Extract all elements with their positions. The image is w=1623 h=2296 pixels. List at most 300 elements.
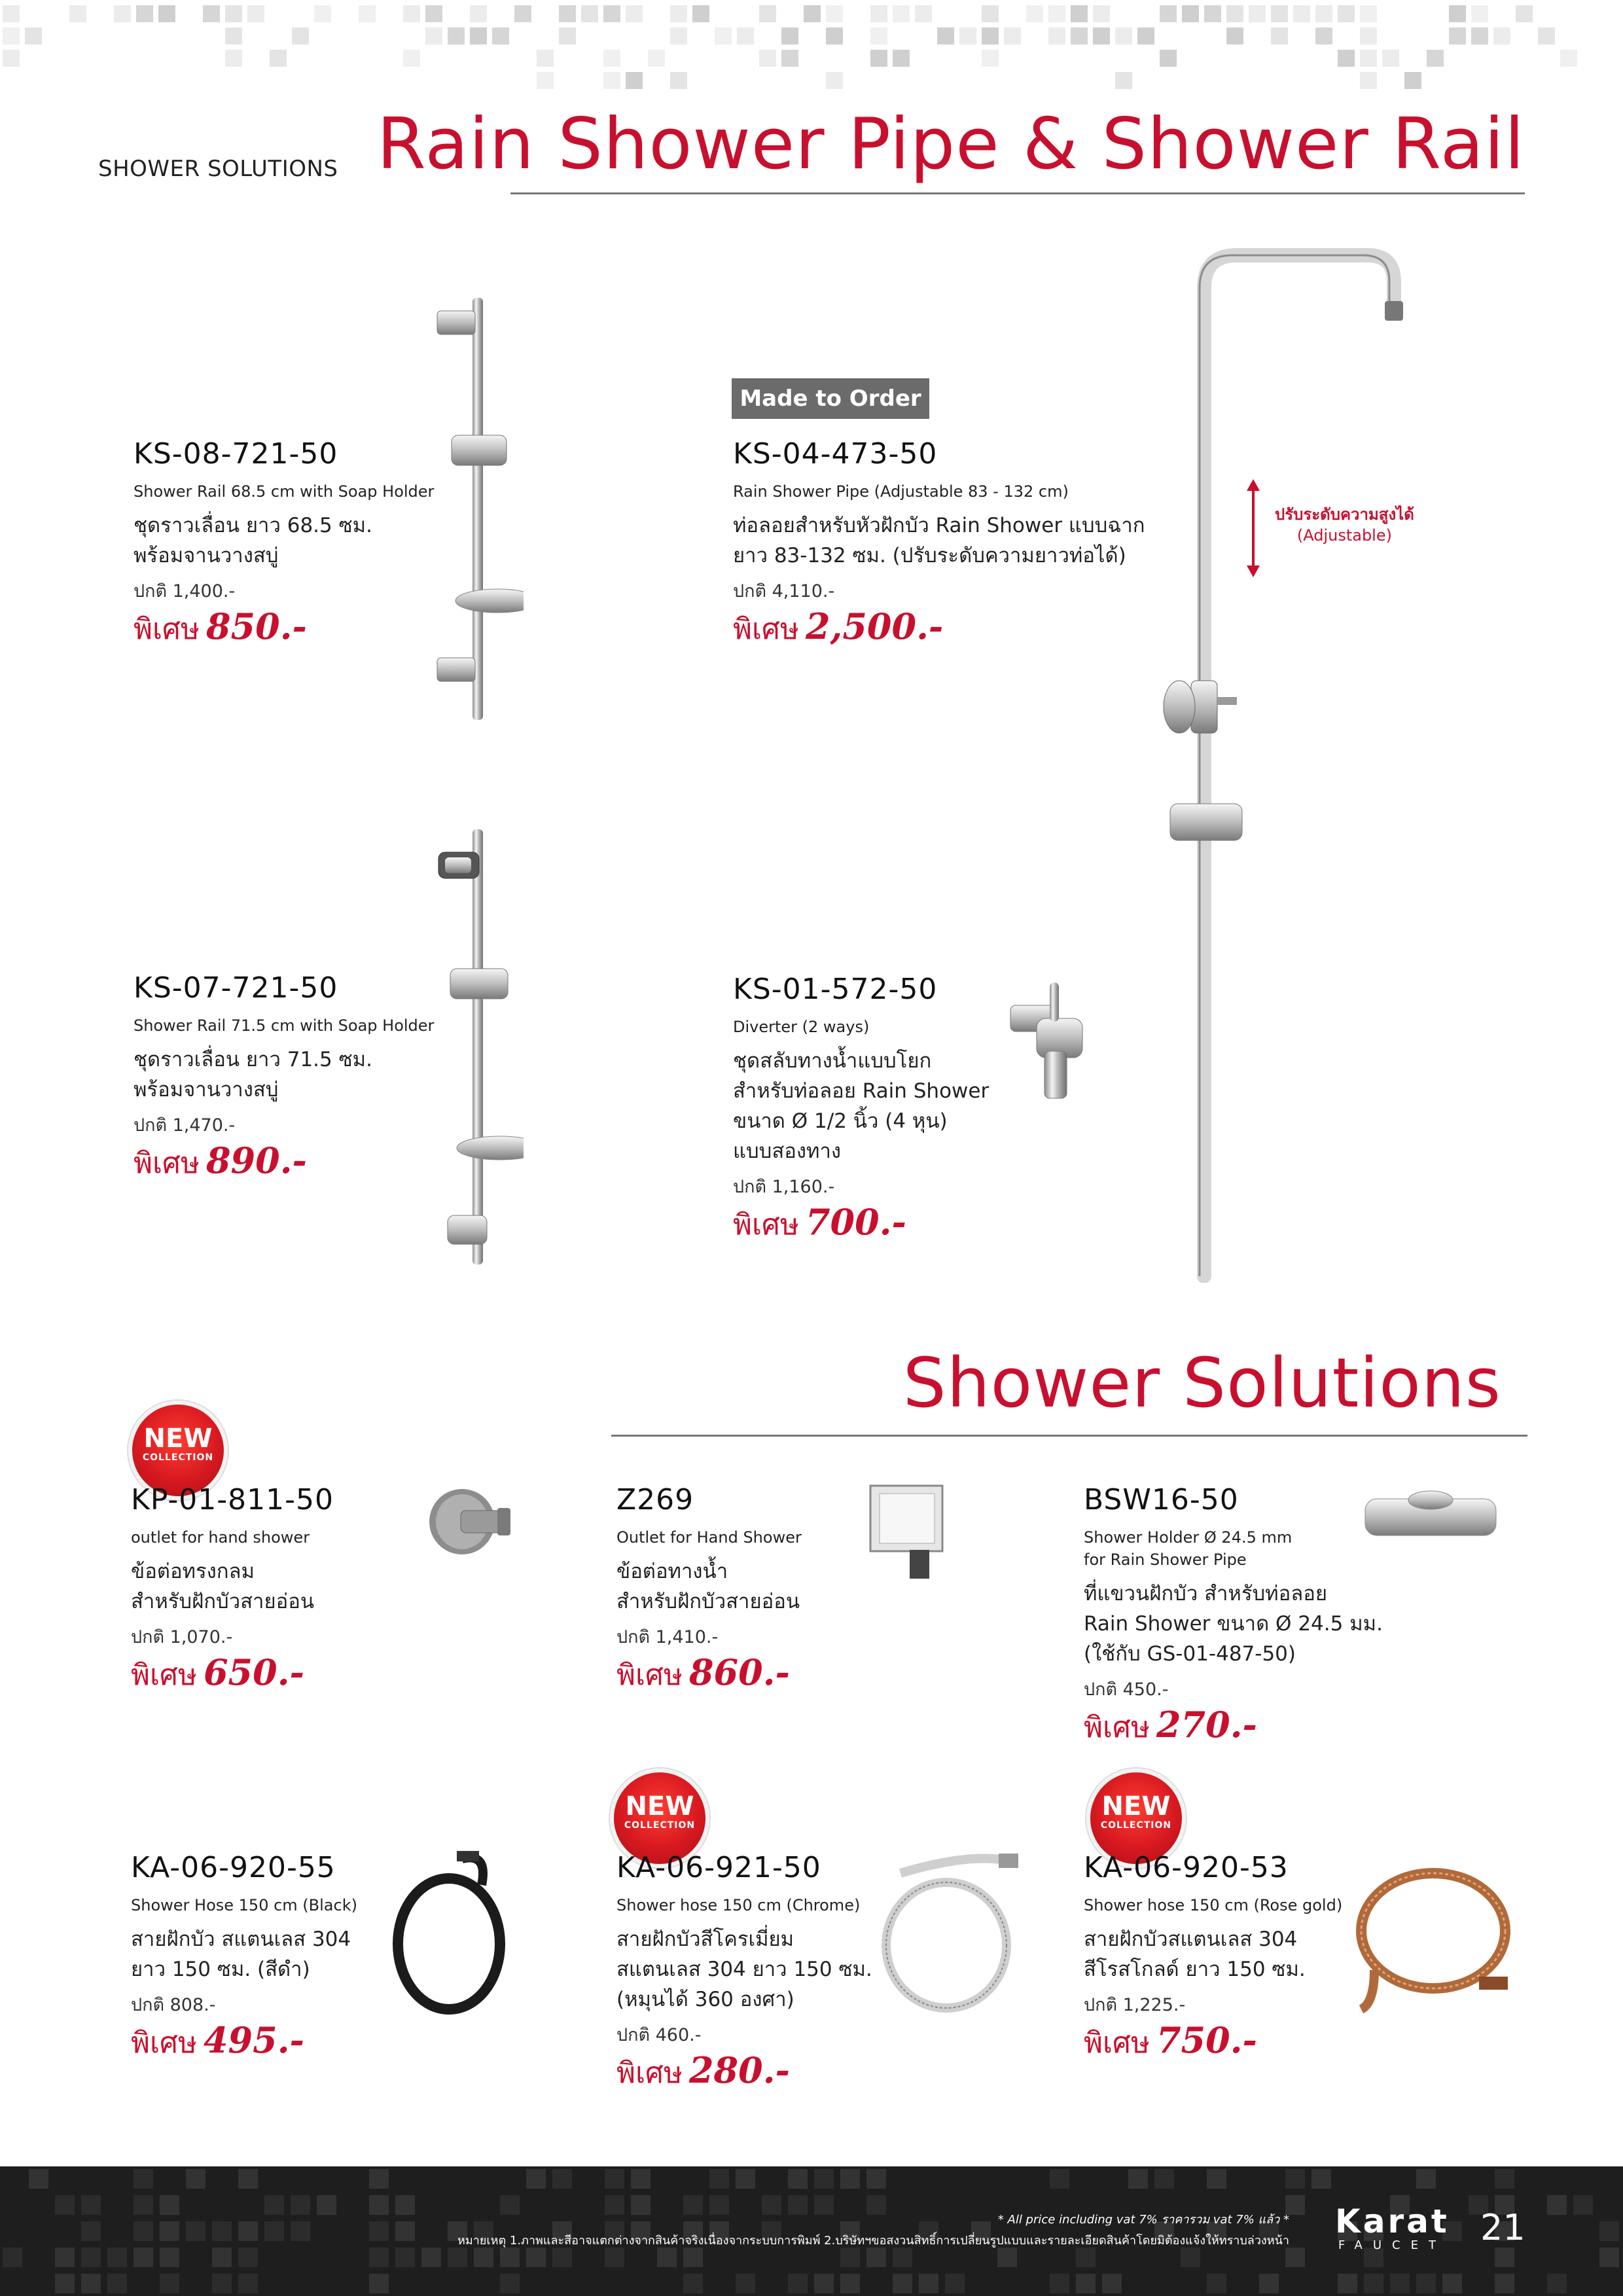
footer-mosaic-tile <box>683 2248 703 2267</box>
mosaic-tile <box>203 5 220 22</box>
mosaic-tile <box>492 27 509 45</box>
mosaic-tile <box>982 27 999 45</box>
product-th-line: (หมุนได้ 360 องศา) <box>616 1988 794 2011</box>
footer-mosaic-tile <box>238 2221 258 2241</box>
product-name-th <box>1084 1579 1503 1669</box>
round-outlet-image <box>424 1486 516 1558</box>
footer-mosaic-tile <box>631 2195 651 2215</box>
mosaic-tile <box>1427 50 1444 67</box>
brand-logo <box>1335 2204 1450 2253</box>
mosaic-tile <box>559 5 576 22</box>
mosaic-tile <box>870 27 887 45</box>
special-price-label: พิเศษ <box>131 2026 197 2060</box>
special-price-value: 890.- <box>205 1139 307 1181</box>
footer-mosaic-tile <box>1102 2274 1122 2293</box>
special-price-value: 860.- <box>688 1651 790 1693</box>
mosaic-tile <box>25 27 42 45</box>
product-th-line: สายฝักบัวสีโครเมี่ยม <box>616 1928 794 1951</box>
section-title: Shower Solutions <box>902 1343 1501 1423</box>
special-price-label: พิเศษ <box>131 1659 197 1692</box>
normal-price: ปกติ 1,470.- <box>134 1115 236 1136</box>
footer-mosaic-tile <box>1076 2274 1096 2293</box>
special-price-value: 495.- <box>203 2019 304 2061</box>
adjustable-note-th: ปรับระดับความสูงได้ <box>1275 505 1414 524</box>
product-card <box>733 437 1204 657</box>
mosaic-tile <box>648 50 665 67</box>
footer-mosaic-tile <box>1311 2169 1331 2189</box>
footer-mosaic-tile <box>1495 2248 1514 2267</box>
footer-mosaic-tile <box>1547 2195 1567 2215</box>
product-card <box>131 1483 432 1703</box>
footer-mosaic-tile <box>552 2248 572 2267</box>
product-name-en: Shower hose 150 cm (Rose gold) <box>1084 1896 1343 1914</box>
footer-mosaic-tile <box>500 2195 520 2215</box>
normal-price: ปกติ 808.- <box>131 1995 216 2015</box>
product-th-line: สายฝักบัว สแตนเลส 304 <box>131 1928 351 1951</box>
page-number: 21 <box>1480 2207 1525 2248</box>
footer-mosaic-tile <box>369 2248 389 2267</box>
product-th-line: สำหรับฝักบัวสายอ่อน <box>616 1590 800 1613</box>
mosaic-tile <box>759 50 776 67</box>
mosaic-tile <box>737 27 754 45</box>
mosaic-tile <box>514 5 531 22</box>
mosaic-tile <box>603 5 620 22</box>
product-name-en: outlet for hand shower <box>131 1528 310 1547</box>
new-badge-line2: COLLECTION <box>142 1452 214 1463</box>
product-en-line: Shower Holder Ø 24.5 mm <box>1084 1528 1293 1547</box>
mosaic-tile <box>1226 5 1243 22</box>
footer-mosaic-tile <box>840 2274 860 2293</box>
mosaic-tile <box>425 27 442 45</box>
footer-mosaic-tile <box>1259 2274 1279 2293</box>
footer-mosaic-tile <box>238 2274 258 2293</box>
product-th-line: ยาว 83-132 ซม. (ปรับระดับความยาวท่อได้) <box>733 544 1126 567</box>
footer-mosaic-tile <box>657 2248 677 2267</box>
mosaic-tile <box>1315 5 1332 22</box>
product-th-line: ที่แขวนฝักบัว สำหรับท่อลอย <box>1084 1582 1327 1605</box>
footer-mosaic-tile <box>605 2248 624 2267</box>
footer-mosaic-tile <box>552 2169 572 2189</box>
mosaic-tile <box>1182 5 1199 22</box>
shower-rail-image <box>432 826 524 1271</box>
mosaic-tile <box>893 50 910 67</box>
product-code: BSW16-50 <box>1084 1483 1239 1516</box>
special-price-label: พิเศษ <box>733 613 799 646</box>
footer-mosaic-tile <box>736 2169 755 2189</box>
footer-mosaic-tile <box>814 2169 834 2189</box>
footer-mosaic-tile <box>160 2195 179 2215</box>
normal-price: ปกติ 450.- <box>1084 1679 1169 1700</box>
product-name-en: Outlet for Hand Shower <box>616 1528 802 1547</box>
mosaic-tile <box>826 27 843 45</box>
product-name-th <box>616 1924 891 2015</box>
footer-mosaic-tile <box>369 2221 389 2241</box>
mosaic-tile <box>603 50 620 67</box>
product-card <box>616 1851 891 2101</box>
vat-note: * All price including vat 7% ราคารวม vat 7% แล้ว * <box>997 2213 1289 2227</box>
page-title: Rain Shower Pipe & Shower Rail <box>376 103 1525 185</box>
mosaic-tile <box>603 72 620 89</box>
product-th-line: สำหรับฝักบัวสายอ่อน <box>131 1590 315 1613</box>
mosaic-tile <box>826 5 843 22</box>
new-badge-line1: NEW <box>143 1424 213 1454</box>
mosaic-tile <box>1516 5 1533 22</box>
mosaic-tile <box>69 5 86 22</box>
product-th-line: ท่อลอยสำหรับหัวฝักบัว Rain Shower แบบฉาก <box>733 514 1145 537</box>
footer-mosaic-tile <box>788 2195 808 2215</box>
product-name-en: Shower hose 150 cm (Chrome) <box>616 1896 861 1914</box>
mosaic-tile <box>114 5 131 22</box>
mosaic-tile <box>1115 72 1132 89</box>
footer-mosaic-tile <box>945 2274 965 2293</box>
mosaic-tile <box>1382 50 1399 67</box>
new-badge-line1: NEW <box>1101 1791 1171 1821</box>
mosaic-tile <box>425 5 442 22</box>
footer-mosaic-tile <box>866 2248 886 2267</box>
footer-mosaic-tile <box>134 2195 153 2215</box>
footer-mosaic-tile <box>55 2248 75 2267</box>
mosaic-tile <box>1293 5 1310 22</box>
product-code: KS-08-721-50 <box>134 437 338 471</box>
mosaic-tile <box>1160 50 1177 67</box>
footer-mosaic-tile <box>840 2169 860 2189</box>
mosaic-tile <box>692 5 709 22</box>
footer-mosaic-tile <box>893 2248 912 2267</box>
footer-mosaic-tile <box>1599 2221 1619 2241</box>
mosaic-tile <box>715 27 732 45</box>
footer-remark: หมายเหตุ 1.ภาพและสีอาจแตกต่างจากสินค้าจริงเนื่องจากระบบการพิมพ์ 2.บริษัทฯขอสงวนสิทธิ์การเปลี่ยนรูปแบบและรายละเอียดสินค้าโดยมิต้องแจ้งให้ทราบล่วงหน้า <box>457 2234 1289 2248</box>
footer-mosaic-tile <box>395 2248 415 2267</box>
brand-tagline: FAUCET <box>1338 2238 1446 2252</box>
product-en-line: for Rain Shower Pipe <box>1084 1551 1247 1569</box>
product-card <box>616 1483 904 1703</box>
mosaic-tile <box>959 27 976 45</box>
footer-mosaic-tile <box>238 2169 258 2189</box>
new-badge-line2: COLLECTION <box>1100 1820 1172 1831</box>
mosaic-tile <box>247 5 264 22</box>
footer-mosaic-tile <box>134 2248 153 2267</box>
mosaic-tile <box>626 72 643 89</box>
footer-mosaic-tile <box>500 2274 520 2293</box>
product-code: KS-07-721-50 <box>134 971 338 1005</box>
mosaic-tile <box>403 5 420 22</box>
footer-mosaic-tile <box>186 2221 205 2241</box>
footer-mosaic-tile <box>709 2195 729 2215</box>
product-name-th <box>134 511 441 571</box>
footer-mosaic-tile <box>1547 2274 1567 2293</box>
product-card <box>1084 1851 1359 2071</box>
footer-mosaic-tile <box>1285 2248 1305 2267</box>
footer-mosaic-tile <box>3 2248 22 2267</box>
footer-mosaic-tile <box>238 2248 258 2267</box>
special-price-value: 850.- <box>205 605 307 647</box>
mosaic-tile <box>1538 27 1555 45</box>
footer-mosaic-tile <box>605 2195 624 2215</box>
footer-mosaic-tile <box>631 2169 651 2189</box>
normal-price: ปกติ 1,160.- <box>733 1177 835 1197</box>
footer-mosaic-tile <box>1390 2274 1410 2293</box>
footer-mosaic-tile <box>840 2248 860 2267</box>
mosaic-tile <box>537 72 554 89</box>
footer-mosaic-tile <box>1207 2274 1226 2293</box>
footer-mosaic-tile <box>1181 2248 1200 2267</box>
mosaic-tile <box>225 5 242 22</box>
footer-mosaic-tile <box>212 2221 232 2241</box>
mosaic-tile <box>870 5 887 22</box>
product-name-th <box>134 1045 441 1105</box>
mosaic-tile <box>870 50 887 67</box>
footer-mosaic-tile <box>369 2195 389 2215</box>
footer-mosaic-tile <box>709 2169 729 2189</box>
shower-hose-rose-gold-image <box>1348 1859 1518 2016</box>
normal-price: ปกติ 460.- <box>616 2025 702 2045</box>
product-card <box>733 973 1008 1253</box>
section-label: SHOWER SOLUTIONS <box>98 156 338 182</box>
adjustable-note <box>1275 504 1414 546</box>
footer-mosaic-tile <box>1495 2274 1514 2293</box>
special-price-label: พิเศษ <box>733 1208 799 1242</box>
mosaic-tile <box>915 5 932 22</box>
footer-mosaic-tile <box>866 2169 886 2189</box>
footer-mosaic-tile <box>134 2169 153 2189</box>
normal-price: ปกติ 4,110.- <box>733 581 835 601</box>
product-name-th <box>131 1556 432 1617</box>
shower-hose-chrome-image <box>874 1847 1031 2017</box>
product-th-line: สีโรสโกลด์ ยาว 150 ซม. <box>1084 1958 1306 1981</box>
product-name-th <box>616 1556 904 1617</box>
mosaic-tile <box>470 5 487 22</box>
footer-mosaic-tile <box>1076 2248 1096 2267</box>
special-price <box>616 2049 891 2101</box>
footer-mosaic-tile <box>1442 2274 1462 2293</box>
footer-mosaic-tile <box>1128 2169 1148 2189</box>
special-price-value: 2,500.- <box>805 605 944 647</box>
mosaic-tile <box>1560 50 1577 67</box>
footer-mosaic-tile <box>134 2221 153 2241</box>
footer-mosaic-tile <box>186 2169 205 2189</box>
product-code: KA-06-920-53 <box>1084 1851 1289 1884</box>
special-price-label: พิเศษ <box>1084 2026 1150 2060</box>
special-price-label: พิเศษ <box>616 1659 683 1692</box>
special-price-label: พิเศษ <box>134 613 200 646</box>
product-name-en: Diverter (2 ways) <box>733 1018 870 1036</box>
mosaic-tile <box>1115 27 1132 45</box>
mosaic-tile <box>359 5 376 22</box>
mosaic-tile <box>403 50 420 67</box>
brand-name: Karat <box>1335 2202 1450 2240</box>
product-code: KS-01-572-50 <box>733 973 938 1006</box>
footer-mosaic-tile <box>1050 2169 1069 2189</box>
mosaic-tile <box>670 27 687 45</box>
rain-shower-pipe-image <box>1152 236 1440 1283</box>
footer-mosaic-tile <box>81 2248 101 2267</box>
footer-mosaic-tile <box>421 2248 441 2267</box>
special-price-label: พิเศษ <box>1084 1711 1150 1744</box>
footer-mosaic-tile <box>1207 2169 1226 2189</box>
mosaic-tile <box>1404 72 1421 89</box>
product-th-line: ข้อต่อทางน้ำ <box>616 1560 728 1583</box>
product-name-en: Shower Hose 150 cm (Black) <box>131 1896 357 1914</box>
mosaic-tile <box>1048 27 1065 45</box>
footer-mosaic-tile <box>369 2169 389 2189</box>
footer-mosaic-tile <box>997 2248 1017 2267</box>
product-card <box>134 437 441 657</box>
footer-mosaic-tile <box>212 2248 232 2267</box>
mosaic-tile <box>225 50 242 67</box>
footer-mosaic-tile <box>1285 2169 1305 2189</box>
special-price <box>134 1139 441 1191</box>
footer-mosaic-tile <box>81 2274 101 2293</box>
mosaic-tile <box>1493 27 1510 45</box>
mosaic-tile <box>1449 27 1466 45</box>
mosaic-tile <box>1204 5 1221 22</box>
title-divider <box>510 192 1525 194</box>
mosaic-tile <box>1226 27 1243 45</box>
mosaic-tile <box>781 27 798 45</box>
product-name-th <box>733 511 1204 571</box>
footer-mosaic-tile <box>919 2274 938 2293</box>
footer-mosaic-tile <box>81 2221 101 2241</box>
mosaic-tile <box>1071 27 1088 45</box>
footer-mosaic-tile <box>1154 2169 1174 2189</box>
mosaic-tile <box>1071 5 1088 22</box>
mosaic-tile <box>581 5 598 22</box>
footer-mosaic-tile <box>1364 2274 1383 2293</box>
mosaic-tile <box>1271 27 1288 45</box>
footer-mosaic-tile <box>107 2248 127 2267</box>
mosaic-tile <box>3 27 20 45</box>
mosaic-tile <box>292 27 309 45</box>
footer-mosaic-tile <box>736 2274 755 2293</box>
mosaic-tile <box>1360 5 1377 22</box>
mosaic-tile <box>1160 5 1177 22</box>
product-code: KA-06-921-50 <box>616 1851 821 1884</box>
product-code: KP-01-811-50 <box>131 1483 334 1516</box>
special-price <box>733 605 1204 657</box>
product-name-en: Rain Shower Pipe (Adjustable 83 - 132 cm) <box>733 482 1069 501</box>
footer-mosaic-tile <box>893 2274 912 2293</box>
mosaic-tile <box>626 5 643 22</box>
mosaic-tile <box>670 72 687 89</box>
product-th-line: ข้อต่อทรงกลม <box>131 1560 255 1583</box>
footer-mosaic-tile <box>55 2274 75 2293</box>
special-price <box>131 1651 432 1703</box>
special-price-value: 270.- <box>1156 1704 1257 1746</box>
special-price <box>616 1651 904 1703</box>
mosaic-tile <box>136 5 153 22</box>
footer-mosaic-tile <box>264 2221 284 2241</box>
product-code: KS-04-473-50 <box>733 437 938 471</box>
mosaic-tile <box>1315 27 1332 45</box>
mosaic-tile <box>1338 5 1355 22</box>
footer-mosaic-tile <box>788 2274 808 2293</box>
mosaic-tile <box>314 5 331 22</box>
footer-mosaic-tile <box>683 2274 703 2293</box>
footer-mosaic-tile <box>160 2248 179 2267</box>
special-price <box>1084 2018 1359 2071</box>
mosaic-tile <box>982 50 999 67</box>
product-th-line: ขนาด Ø 1/2 นิ้ว (4 หุน) <box>733 1109 948 1133</box>
footer-mosaic-tile <box>814 2274 834 2293</box>
footer-mosaic-tile <box>291 2221 310 2241</box>
mosaic-tile <box>1449 5 1466 22</box>
footer-mosaic-tile <box>500 2248 520 2267</box>
special-price <box>733 1200 1008 1253</box>
mosaic-tile <box>470 27 487 45</box>
product-th-line: พร้อมจานวางสบู่ <box>134 1078 279 1102</box>
special-price <box>131 2018 432 2071</box>
mosaic-tile <box>1048 5 1065 22</box>
new-badge-line2: COLLECTION <box>624 1820 696 1831</box>
normal-price: ปกติ 1,070.- <box>131 1627 233 1647</box>
adjustable-note-en: (Adjustable) <box>1296 526 1392 545</box>
mosaic-tile <box>804 5 821 22</box>
mosaic-tile <box>448 27 465 45</box>
footer-mosaic-tile <box>1495 2169 1514 2189</box>
special-price-value: 650.- <box>203 1651 304 1693</box>
footer-mosaic-tile <box>683 2195 703 2215</box>
product-name-en <box>1084 1526 1503 1571</box>
product-name-th <box>131 1924 432 1984</box>
footer-mosaic-tile <box>814 2195 834 2215</box>
mosaic-tile <box>1360 72 1377 89</box>
mosaic-tile <box>3 5 20 22</box>
product-code: KA-06-920-55 <box>131 1851 336 1884</box>
mosaic-tile <box>559 27 576 45</box>
mosaic-tile <box>1004 27 1021 45</box>
footer-mosaic-tile <box>1416 2274 1436 2293</box>
mosaic-tile <box>1271 5 1288 22</box>
footer-mosaic-tile <box>291 2195 310 2215</box>
footer-mosaic-tile <box>762 2195 781 2215</box>
special-price-label: พิเศษ <box>616 2056 683 2090</box>
footer-mosaic-tile <box>317 2195 336 2215</box>
mosaic-tile <box>893 5 910 22</box>
footer-mosaic-tile <box>526 2169 546 2189</box>
special-price-label: พิเศษ <box>134 1147 200 1180</box>
mosaic-tile <box>1360 50 1377 67</box>
mosaic-tile <box>937 27 954 45</box>
product-th-line: ชุดราวเลื่อน ยาว 68.5 ซม. <box>134 514 372 537</box>
product-th-line: สแตนเลส 304 ยาว 150 ซม. <box>616 1958 872 1981</box>
footer-mosaic-tile <box>264 2195 284 2215</box>
normal-price: ปกติ 1,225.- <box>1084 1995 1186 2015</box>
footer-mosaic-tile <box>395 2195 415 2215</box>
footer-mosaic-tile <box>55 2195 75 2215</box>
mosaic-tile <box>1360 27 1377 45</box>
shower-rail-image <box>432 295 524 726</box>
product-name-th <box>1084 1924 1359 1984</box>
footer-mosaic-tile <box>29 2169 48 2189</box>
product-th-line: ชุดสลับทางน้ำแบบโยก <box>733 1049 932 1073</box>
footer-mosaic-tile <box>395 2221 415 2241</box>
footer-mosaic-tile <box>1416 2169 1436 2189</box>
product-name-th <box>733 1046 1008 1166</box>
made-to-order-badge: Made to Order <box>732 378 929 419</box>
mosaic-tile <box>982 5 999 22</box>
special-price <box>1084 1703 1503 1755</box>
footer-mosaic-tile <box>448 2248 467 2267</box>
mosaic-tile <box>826 72 843 89</box>
product-name-en: Shower Rail 68.5 cm with Soap Holder <box>134 482 435 501</box>
diverter-image <box>1004 979 1096 1103</box>
product-th-line: ยาว 150 ซม. (สีดำ) <box>131 1958 310 1981</box>
special-price <box>134 605 441 657</box>
mosaic-tile <box>3 50 20 67</box>
footer-mosaic-tile <box>1573 2195 1593 2215</box>
footer-mosaic-tile <box>1050 2274 1069 2293</box>
product-th-line: ชุดราวเลื่อน ยาว 71.5 ซม. <box>134 1048 372 1071</box>
